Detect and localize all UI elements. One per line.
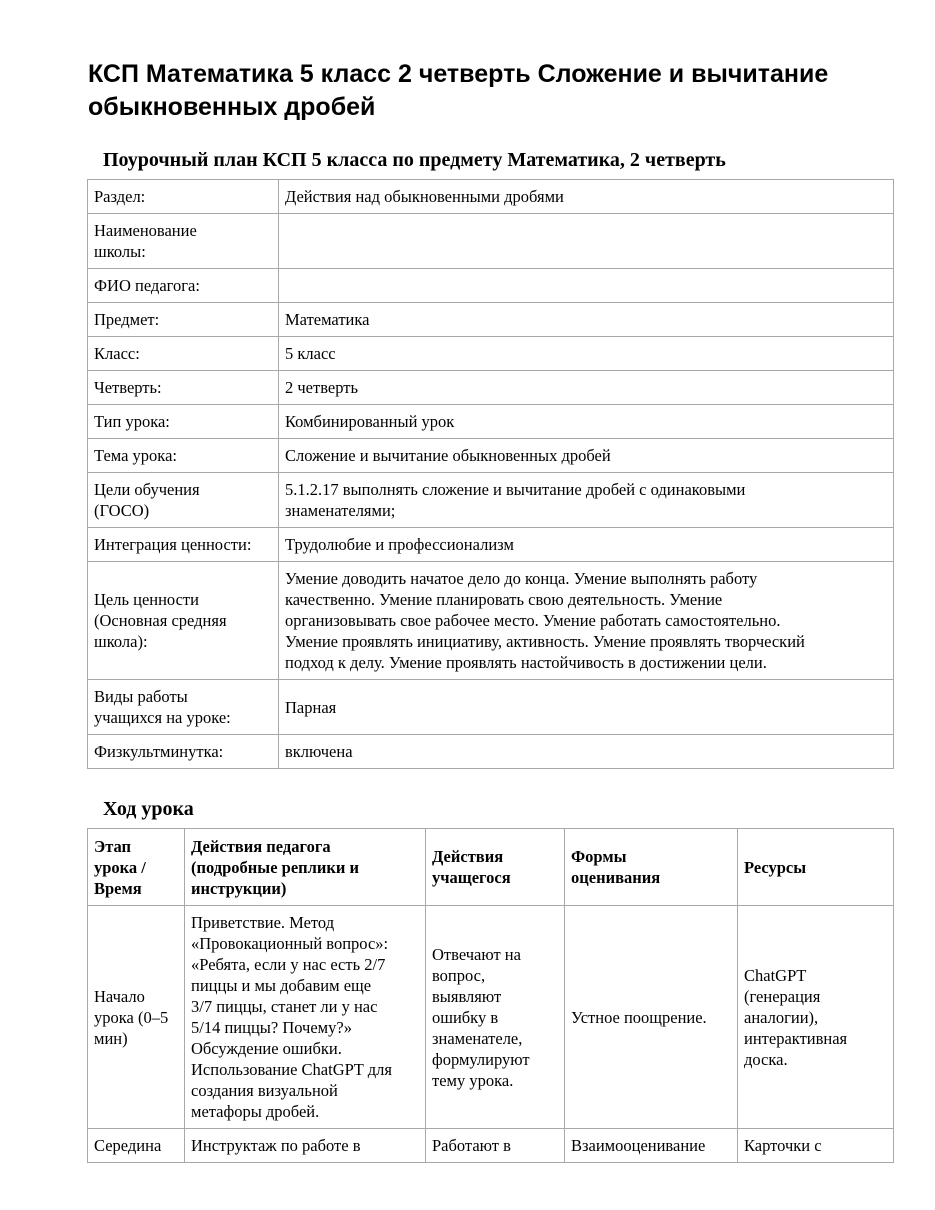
header-resources: Ресурсы <box>738 829 894 906</box>
info-label: Цели обучения (ГОСО) <box>88 473 279 528</box>
table-row <box>88 906 894 1129</box>
info-row-learning-goals <box>88 473 894 528</box>
info-value: 5 класс <box>279 337 894 371</box>
cell-teacher-actions: Приветствие. Метод «Провокационный вопрос»: «Ребята, если у нас есть 2/7 пиццы и мы добавим еще 3/7 пиццы, станет ли у нас 5/14 пиццы? Почему?» Обсуждение ошибки. Использование ChatGPT для создания визуальной метафоры дробей. <box>185 906 426 1129</box>
cell-resources: Карточки с <box>738 1129 894 1163</box>
info-value: Комбинированный урок <box>279 405 894 439</box>
header-student-actions: Действия учащегося <box>426 829 565 906</box>
info-row-subject <box>88 303 894 337</box>
info-value: включена <box>279 735 894 769</box>
info-row-lesson-type <box>88 405 894 439</box>
info-value: Умение доводить начатое дело до конца. Умение выполнять работу качественно. Умение планировать свою деятельность. Умение организовывать свое рабочее место. Умение работать самостоятельно. Умение проявлять инициативу, активность. Умение проявлять творческий подход к делу. Умение проявлять настойчивость в достижении цели. <box>279 562 894 680</box>
info-label: Класс: <box>88 337 279 371</box>
info-row-quarter <box>88 371 894 405</box>
info-label: Интеграция ценности: <box>88 528 279 562</box>
info-label: Тип урока: <box>88 405 279 439</box>
info-row-value-goal <box>88 562 894 680</box>
info-value: 2 четверть <box>279 371 894 405</box>
cell-assessment: Устное поощрение. <box>565 906 738 1129</box>
info-row-value-integration <box>88 528 894 562</box>
info-row-lesson-topic <box>88 439 894 473</box>
info-value: Математика <box>279 303 894 337</box>
lesson-info-table <box>87 179 894 769</box>
info-value: 5.1.2.17 выполнять сложение и вычитание дробей с одинаковыми знаменателями; <box>279 473 894 528</box>
info-row-section <box>88 180 894 214</box>
page-title: КСП Математика 5 класс 2 четверть Сложение и вычитание обыкновенных дробей <box>88 60 829 121</box>
info-row-school <box>88 214 894 269</box>
info-label: Виды работы учащихся на уроке: <box>88 680 279 735</box>
info-value <box>279 269 894 303</box>
info-value: Сложение и вычитание обыкновенных дробей <box>279 439 894 473</box>
table-row <box>88 1129 894 1163</box>
info-row-grade <box>88 337 894 371</box>
info-label: Наименование школы: <box>88 214 279 269</box>
lesson-table-header-row <box>88 829 894 906</box>
header-teacher-actions: Действия педагога (подробные реплики и инструкции) <box>185 829 426 906</box>
cell-assessment: Взаимооценивание <box>565 1129 738 1163</box>
info-label: Цель ценности (Основная средняя школа): <box>88 562 279 680</box>
cell-teacher-actions: Инструктаж по работе в <box>185 1129 426 1163</box>
info-value: Парная <box>279 680 894 735</box>
info-row-physical-break <box>88 735 894 769</box>
info-label: Предмет: <box>88 303 279 337</box>
info-label: Раздел: <box>88 180 279 214</box>
info-label: Четверть: <box>88 371 279 405</box>
cell-student-actions: Отвечают на вопрос, выявляют ошибку в знаменателе, формулируют тему урока. <box>426 906 565 1129</box>
cell-student-actions: Работают в <box>426 1129 565 1163</box>
info-row-teacher <box>88 269 894 303</box>
info-value: Трудолюбие и профессионализм <box>279 528 894 562</box>
cell-stage: Середина <box>88 1129 185 1163</box>
lesson-course-table <box>87 828 894 1163</box>
cell-stage: Начало урока (0–5 мин) <box>88 906 185 1129</box>
header-stage: Этап урока / Время <box>88 829 185 906</box>
info-row-work-types <box>88 680 894 735</box>
plan-heading: Поурочный план КСП 5 класса по предмету Математика, 2 четверть <box>103 149 726 171</box>
lesson-course-heading: Ход урока <box>103 798 194 820</box>
info-value <box>279 214 894 269</box>
header-assessment: Формы оценивания <box>565 829 738 906</box>
cell-resources: ChatGPT (генерация аналогии), интерактивная доска. <box>738 906 894 1129</box>
info-value: Действия над обыкновенными дробями <box>279 180 894 214</box>
info-label: ФИО педагога: <box>88 269 279 303</box>
info-label: Тема урока: <box>88 439 279 473</box>
info-label: Физкультминутка: <box>88 735 279 769</box>
